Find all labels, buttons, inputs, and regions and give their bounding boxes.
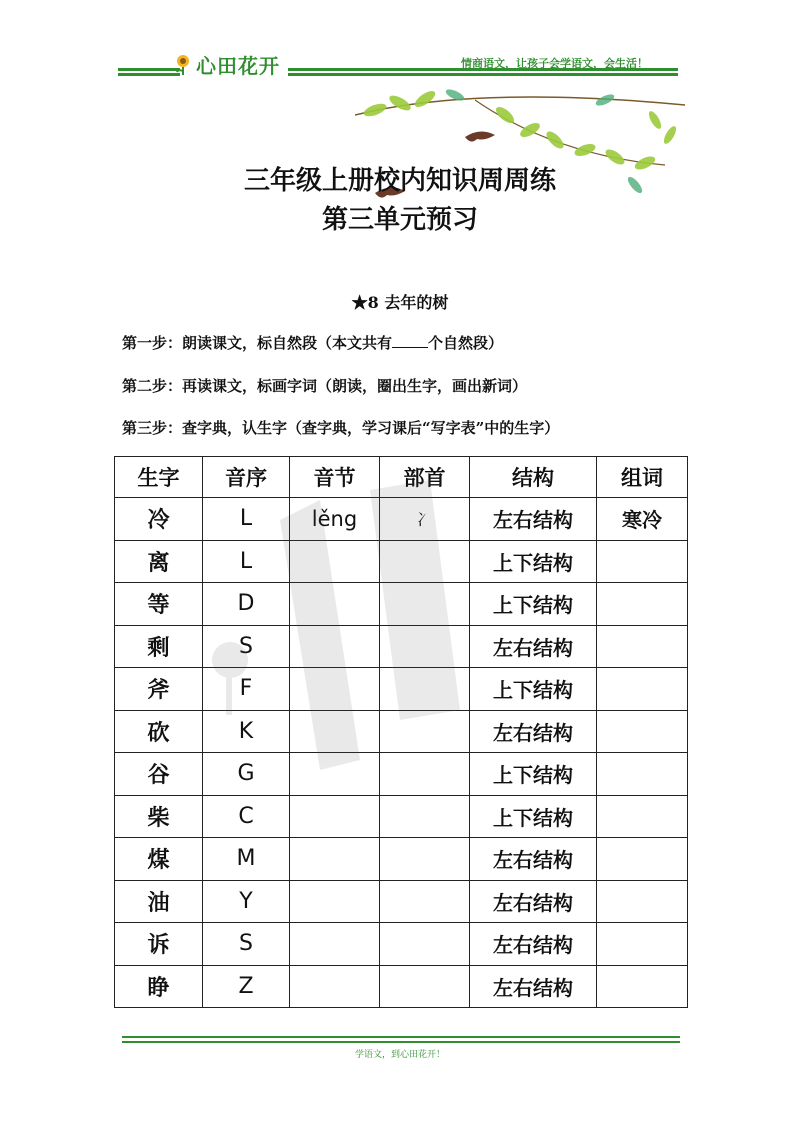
table-cell: 诉 xyxy=(115,923,203,966)
table-row xyxy=(115,540,688,583)
table-row xyxy=(115,923,688,966)
lesson-heading: ★8 去年的树 xyxy=(351,293,449,312)
table-cell: G xyxy=(203,753,290,796)
table-row xyxy=(115,965,688,1008)
logo-text: 心田花开 xyxy=(196,54,280,78)
table-cell: 左右结构 xyxy=(470,923,597,966)
table-row xyxy=(115,838,688,881)
table-cell: 冷 xyxy=(115,498,203,541)
table-cell[interactable] xyxy=(290,668,380,711)
table-cell: 左右结构 xyxy=(470,710,597,753)
table-cell: M xyxy=(203,838,290,881)
table-cell[interactable] xyxy=(290,710,380,753)
table-cell: 砍 xyxy=(115,710,203,753)
table-cell: 煤 xyxy=(115,838,203,881)
table-cell: D xyxy=(203,583,290,626)
page-subtitle: 第三单元预习 xyxy=(321,205,478,235)
table-cell[interactable] xyxy=(597,965,688,1008)
table-header-row xyxy=(115,457,688,498)
footer-line xyxy=(122,1041,680,1043)
table-cell[interactable]: 冫 xyxy=(380,498,470,541)
sunflower-icon xyxy=(174,54,192,76)
table-row xyxy=(115,710,688,753)
table-cell: 左右结构 xyxy=(470,880,597,923)
column-header: 部首 xyxy=(380,457,470,498)
table-row xyxy=(115,625,688,668)
table-cell[interactable] xyxy=(380,710,470,753)
table-row xyxy=(115,583,688,626)
table-cell: 剩 xyxy=(115,625,203,668)
table-cell[interactable] xyxy=(597,880,688,923)
table-cell[interactable] xyxy=(597,540,688,583)
table-cell: 左右结构 xyxy=(470,625,597,668)
table-cell: 上下结构 xyxy=(470,753,597,796)
table-row xyxy=(115,668,688,711)
table-row xyxy=(115,880,688,923)
table-cell[interactable] xyxy=(380,923,470,966)
table-cell: 油 xyxy=(115,880,203,923)
table-cell: 离 xyxy=(115,540,203,583)
table-cell[interactable] xyxy=(597,923,688,966)
table-cell[interactable] xyxy=(597,668,688,711)
table-cell: 上下结构 xyxy=(470,540,597,583)
table-cell: 上下结构 xyxy=(470,795,597,838)
table-cell[interactable] xyxy=(290,625,380,668)
header-slogan: 情商语文，让孩子会学语文，会生活！ xyxy=(461,57,648,70)
footer-slogan: 学语文，到心田花开！ xyxy=(354,1050,445,1060)
table-cell: 等 xyxy=(115,583,203,626)
table-cell: 睁 xyxy=(115,965,203,1008)
table-cell[interactable] xyxy=(290,795,380,838)
header-stripe xyxy=(118,68,180,71)
step-3: 第三步：查字典，认生字（查字典，学习课后“写字表”中的生字） xyxy=(122,419,560,437)
table-cell[interactable] xyxy=(597,625,688,668)
table-cell[interactable] xyxy=(380,838,470,881)
table-cell: 左右结构 xyxy=(470,965,597,1008)
step-2: 第二步：再读课文，标画字词（朗读，圈出生字，画出新词） xyxy=(122,377,528,395)
table-cell: 左右结构 xyxy=(470,838,597,881)
column-header: 生字 xyxy=(115,457,203,498)
table-cell: 上下结构 xyxy=(470,583,597,626)
column-header: 组词 xyxy=(597,457,688,498)
table-cell: S xyxy=(203,923,290,966)
table-cell[interactable] xyxy=(597,710,688,753)
character-table xyxy=(114,456,688,1008)
column-header: 结构 xyxy=(470,457,597,498)
table-cell: S xyxy=(203,625,290,668)
header-stripe xyxy=(118,73,180,76)
table-cell: K xyxy=(203,710,290,753)
table-cell[interactable] xyxy=(290,965,380,1008)
table-cell[interactable] xyxy=(290,583,380,626)
page-title: 三年级上册校内知识周周练 xyxy=(243,166,556,196)
table-cell: 左右结构 xyxy=(470,498,597,541)
table-cell: F xyxy=(203,668,290,711)
table-cell[interactable] xyxy=(597,838,688,881)
table-cell: 谷 xyxy=(115,753,203,796)
paragraph-count-blank[interactable] xyxy=(392,333,428,348)
table-cell[interactable] xyxy=(380,540,470,583)
table-cell[interactable]: 寒冷 xyxy=(597,498,688,541)
column-header: 音节 xyxy=(290,457,380,498)
table-row xyxy=(115,753,688,796)
table-cell[interactable] xyxy=(380,753,470,796)
table-cell[interactable] xyxy=(597,583,688,626)
table-cell: Z xyxy=(203,965,290,1008)
table-cell[interactable] xyxy=(380,880,470,923)
table-cell: 斧 xyxy=(115,668,203,711)
table-row xyxy=(115,498,688,541)
table-cell[interactable]: lěng xyxy=(290,498,380,541)
table-cell: C xyxy=(203,795,290,838)
table-cell[interactable] xyxy=(290,753,380,796)
footer-line xyxy=(122,1036,680,1038)
table-cell[interactable] xyxy=(380,795,470,838)
table-cell[interactable] xyxy=(290,923,380,966)
table-row xyxy=(115,795,688,838)
table-cell: L xyxy=(203,540,290,583)
table-cell: L xyxy=(203,498,290,541)
table-cell[interactable] xyxy=(380,625,470,668)
table-cell[interactable] xyxy=(380,668,470,711)
step-1-text-end: 个自然段） xyxy=(428,334,504,352)
table-cell[interactable] xyxy=(597,753,688,796)
table-cell: 上下结构 xyxy=(470,668,597,711)
table-cell[interactable] xyxy=(380,965,470,1008)
step-1 xyxy=(122,332,503,353)
table-cell[interactable] xyxy=(290,880,380,923)
table-cell[interactable] xyxy=(290,540,380,583)
table-cell[interactable] xyxy=(290,838,380,881)
table-cell[interactable] xyxy=(597,795,688,838)
table-cell[interactable] xyxy=(380,583,470,626)
step-1-text: 第一步：朗读课文，标自然段（本文共有 xyxy=(122,334,393,352)
table-cell: 柴 xyxy=(115,795,203,838)
column-header: 音序 xyxy=(203,457,290,498)
table-cell: Y xyxy=(203,880,290,923)
brand-logo xyxy=(174,50,280,79)
